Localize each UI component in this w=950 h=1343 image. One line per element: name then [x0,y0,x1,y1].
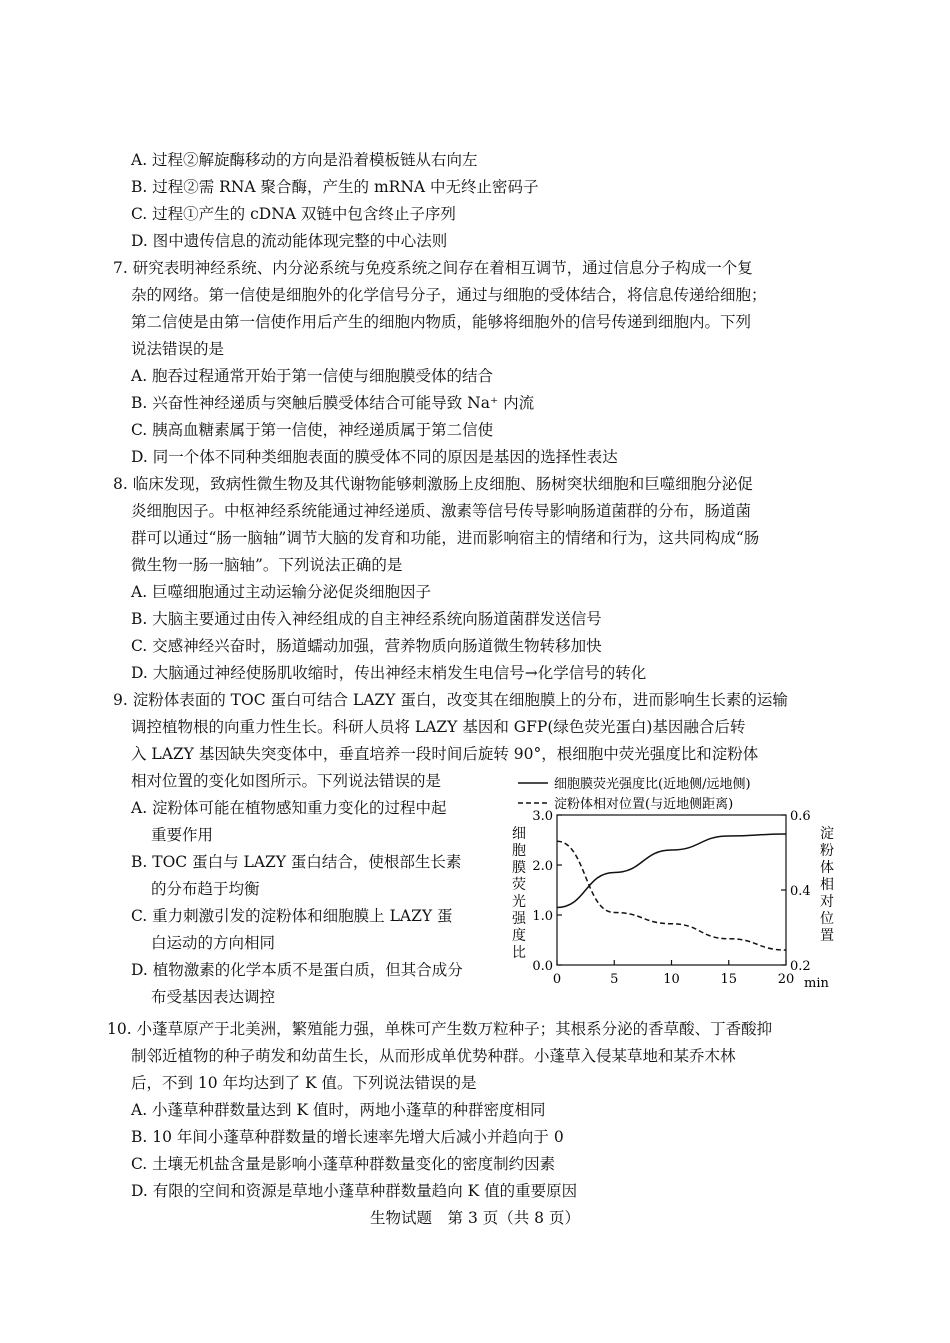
q9-option-d-cont: 布受基因表达调控 [151,988,276,1006]
q10-stem-line: 后，不到 10 年均达到了 K 值。下列说法错误的是 [131,1074,477,1092]
x-tick-label: 0 [552,972,562,987]
q7-option-b: B. 兴奋性神经递质与突触后膜受体结合可能导致 Na⁺ 内流 [131,394,535,412]
q8-stem-line: 群可以通过“肠一脑轴”调节大脑的发育和功能，进而影响宿主的情绪和行为，这共同构成“肠 [131,529,760,547]
y-axis-label-left-char: 比 [512,945,526,961]
y-tick-label-right: 0.6 [790,809,811,824]
x-tick-label: 5 [610,972,619,987]
q9-stem-line: 调控植物根的向重力性生长。科研人员将 LAZY 基因和 GFP(绿色荧光蛋白)基因融合后转 [131,718,746,736]
q7-stem-line: 第二信使是由第一信使作用后产生的细胞内物质，能够将细胞外的信号传递到细胞内。下列 [131,313,752,331]
y-axis-label-right-char: 淀 [820,826,834,842]
y-axis-label-right-char: 置 [820,928,834,944]
q7-stem-line: 说法错误的是 [131,340,225,358]
q10-stem-line: 10. 小蓬草原产于北美洲，繁殖能力强，单株可产生数万粒种子；其根系分泌的香草酸、丁香酸抑 [107,1020,773,1038]
q8-option-c: C. 交感神经兴奋时，肠道蠕动加强，营养物质向肠道微生物转移加快 [131,637,602,655]
q9-option-c-cont: 白运动的方向相同 [151,934,276,952]
q8-stem-line: 炎细胞因子。中枢神经系统能通过神经递质、激素等信号传导影响肠道菌群的分布，肠道菌 [131,502,752,520]
plot-frame [557,815,786,965]
q9-stem-line: 入 LAZY 基因缺失突变体中，垂直培养一段时间后旋转 90°，根细胞中荧光强度比和淀粉体 [131,745,759,763]
q6-option-b: B. 过程②需 RNA 聚合酶，产生的 mRNA 中无终止密码子 [131,178,539,196]
q7-option-d: D. 同一个体不同种类细胞表面的膜受体不同的原因是基因的选择性表达 [131,448,618,466]
q10-stem-line: 制邻近植物的种子萌发和幼苗生长，从而形成单优势种群。小蓬草入侵某草地和某乔木林 [131,1047,736,1065]
q10-option-b: B. 10 年间小蓬草种群数量的增长速率先增大后减小并趋向于 0 [131,1128,564,1146]
q7-stem-line: 7. 研究表明神经系统、内分泌系统与免疫系统之间存在着相互调节，通过信息分子构成一个复 [113,259,753,277]
q10-option-c: C. 土壤无机盐含量是影响小蓬草种群数量变化的密度制约因素 [131,1155,556,1173]
y-axis-label-right-char: 对 [820,894,834,910]
q8-stem-line: 微生物一肠一脑轴”。下列说法正确的是 [131,556,403,574]
q8-option-b: B. 大脑主要通过由传入神经组成的自主神经系统向肠道菌群发送信号 [131,610,602,628]
x-axis-unit: min [804,976,829,991]
q9-option-b-cont: 的分布趋于均衡 [151,880,260,898]
q8-option-d: D. 大脑通过神经使肠肌收缩时，传出神经末梢发生电信号→化学信号的转化 [131,664,647,682]
y-axis-label-right-char: 体 [820,860,834,876]
y-axis-label-left [512,826,527,961]
q9-stem-line: 9. 淀粉体表面的 TOC 蛋白可结合 LAZY 蛋白，改变其在细胞膜上的分布，进而影响生长素的运输 [113,691,788,709]
q9-chart [500,768,845,993]
q10-option-a: A. 小蓬草种群数量达到 K 值时，两地小蓬草的种群密度相同 [131,1101,546,1119]
q7-stem-line: 杂的网络。第一信使是细胞外的化学信号分子，通过与细胞的受体结合，将信息传递给细胞； [131,286,767,304]
q10-option-d: D. 有限的空间和资源是草地小蓬草种群数量趋向 K 值的重要原因 [131,1182,578,1200]
y-tick-label-right: 0.4 [790,884,811,899]
q9-option-d: D. 植物激素的化学本质不是蛋白质，但其合成分 [131,961,463,979]
x-tick-label: 20 [777,972,795,987]
q8-option-a: A. 巨噬细胞通过主动运输分泌促炎细胞因子 [131,583,432,601]
y-tick-label-left: 2.0 [532,859,553,874]
y-axis-label-left-char: 强 [512,911,526,927]
q9-stem-line: 相对位置的变化如图所示。下列说法错误的是 [131,772,442,790]
q6-option-a: A. 过程②解旋酶移动的方向是沿着模板链从右向左 [131,151,478,169]
y-axis-label-left-char: 胞 [512,843,526,859]
series-fluorescence-ratio-line [557,834,786,908]
y-axis-label-right-char: 粉 [820,843,834,859]
q9-option-b: B. TOC 蛋白与 LAZY 蛋白结合，使根部生长素 [131,853,462,871]
legend-solid-label: 细胞膜荧光强度比(近地侧/远地侧) [554,777,751,792]
x-tick-label: 15 [720,972,738,987]
y-tick-label-left: 1.0 [532,909,553,924]
q9-option-c: C. 重力刺激引发的淀粉体和细胞膜上 LAZY 蛋 [131,907,453,925]
q6-option-d: D. 图中遗传信息的流动能体现完整的中心法则 [131,232,448,250]
q6-option-c: C. 过程①产生的 cDNA 双链中包含终止子序列 [131,205,456,223]
y-tick-label-right: 0.2 [790,959,811,974]
y-tick-label-left: 3.0 [532,809,553,824]
y-axis-label-left-char: 光 [512,894,526,910]
y-axis-label-left-char: 度 [512,928,526,944]
q8-stem-line: 8. 临床发现，致病性微生物及其代谢物能够刺激肠上皮细胞、肠树突状细胞和巨噬细胞分泌促 [113,475,753,493]
y-axis-label-right-char: 位 [820,911,834,927]
q7-option-c: C. 胰高血糖素属于第一信使，神经递质属于第二信使 [131,421,494,439]
y-axis-label-left-char: 膜 [512,860,526,876]
x-tick-label: 10 [663,972,680,987]
q9-option-a: A. 淀粉体可能在植物感知重力变化的过程中起 [131,799,447,817]
y-axis-label-right-char: 相 [820,877,834,893]
legend-dashed-label: 淀粉体相对位置(与近地侧距离) [554,797,734,812]
y-axis-label-left-char: 细 [512,826,526,842]
y-tick-label-left: 0.0 [532,959,553,974]
series-amyloplast-position-line [557,841,786,950]
page-footer: 生物试题 第 3 页（共 8 页） [370,1209,580,1227]
q9-option-a-cont: 重要作用 [151,826,214,844]
y-axis-label-right [820,826,834,944]
q7-option-a: A. 胞吞过程通常开始于第一信使与细胞膜受体的结合 [131,367,494,385]
y-axis-label-left-char: 荧 [512,877,526,893]
